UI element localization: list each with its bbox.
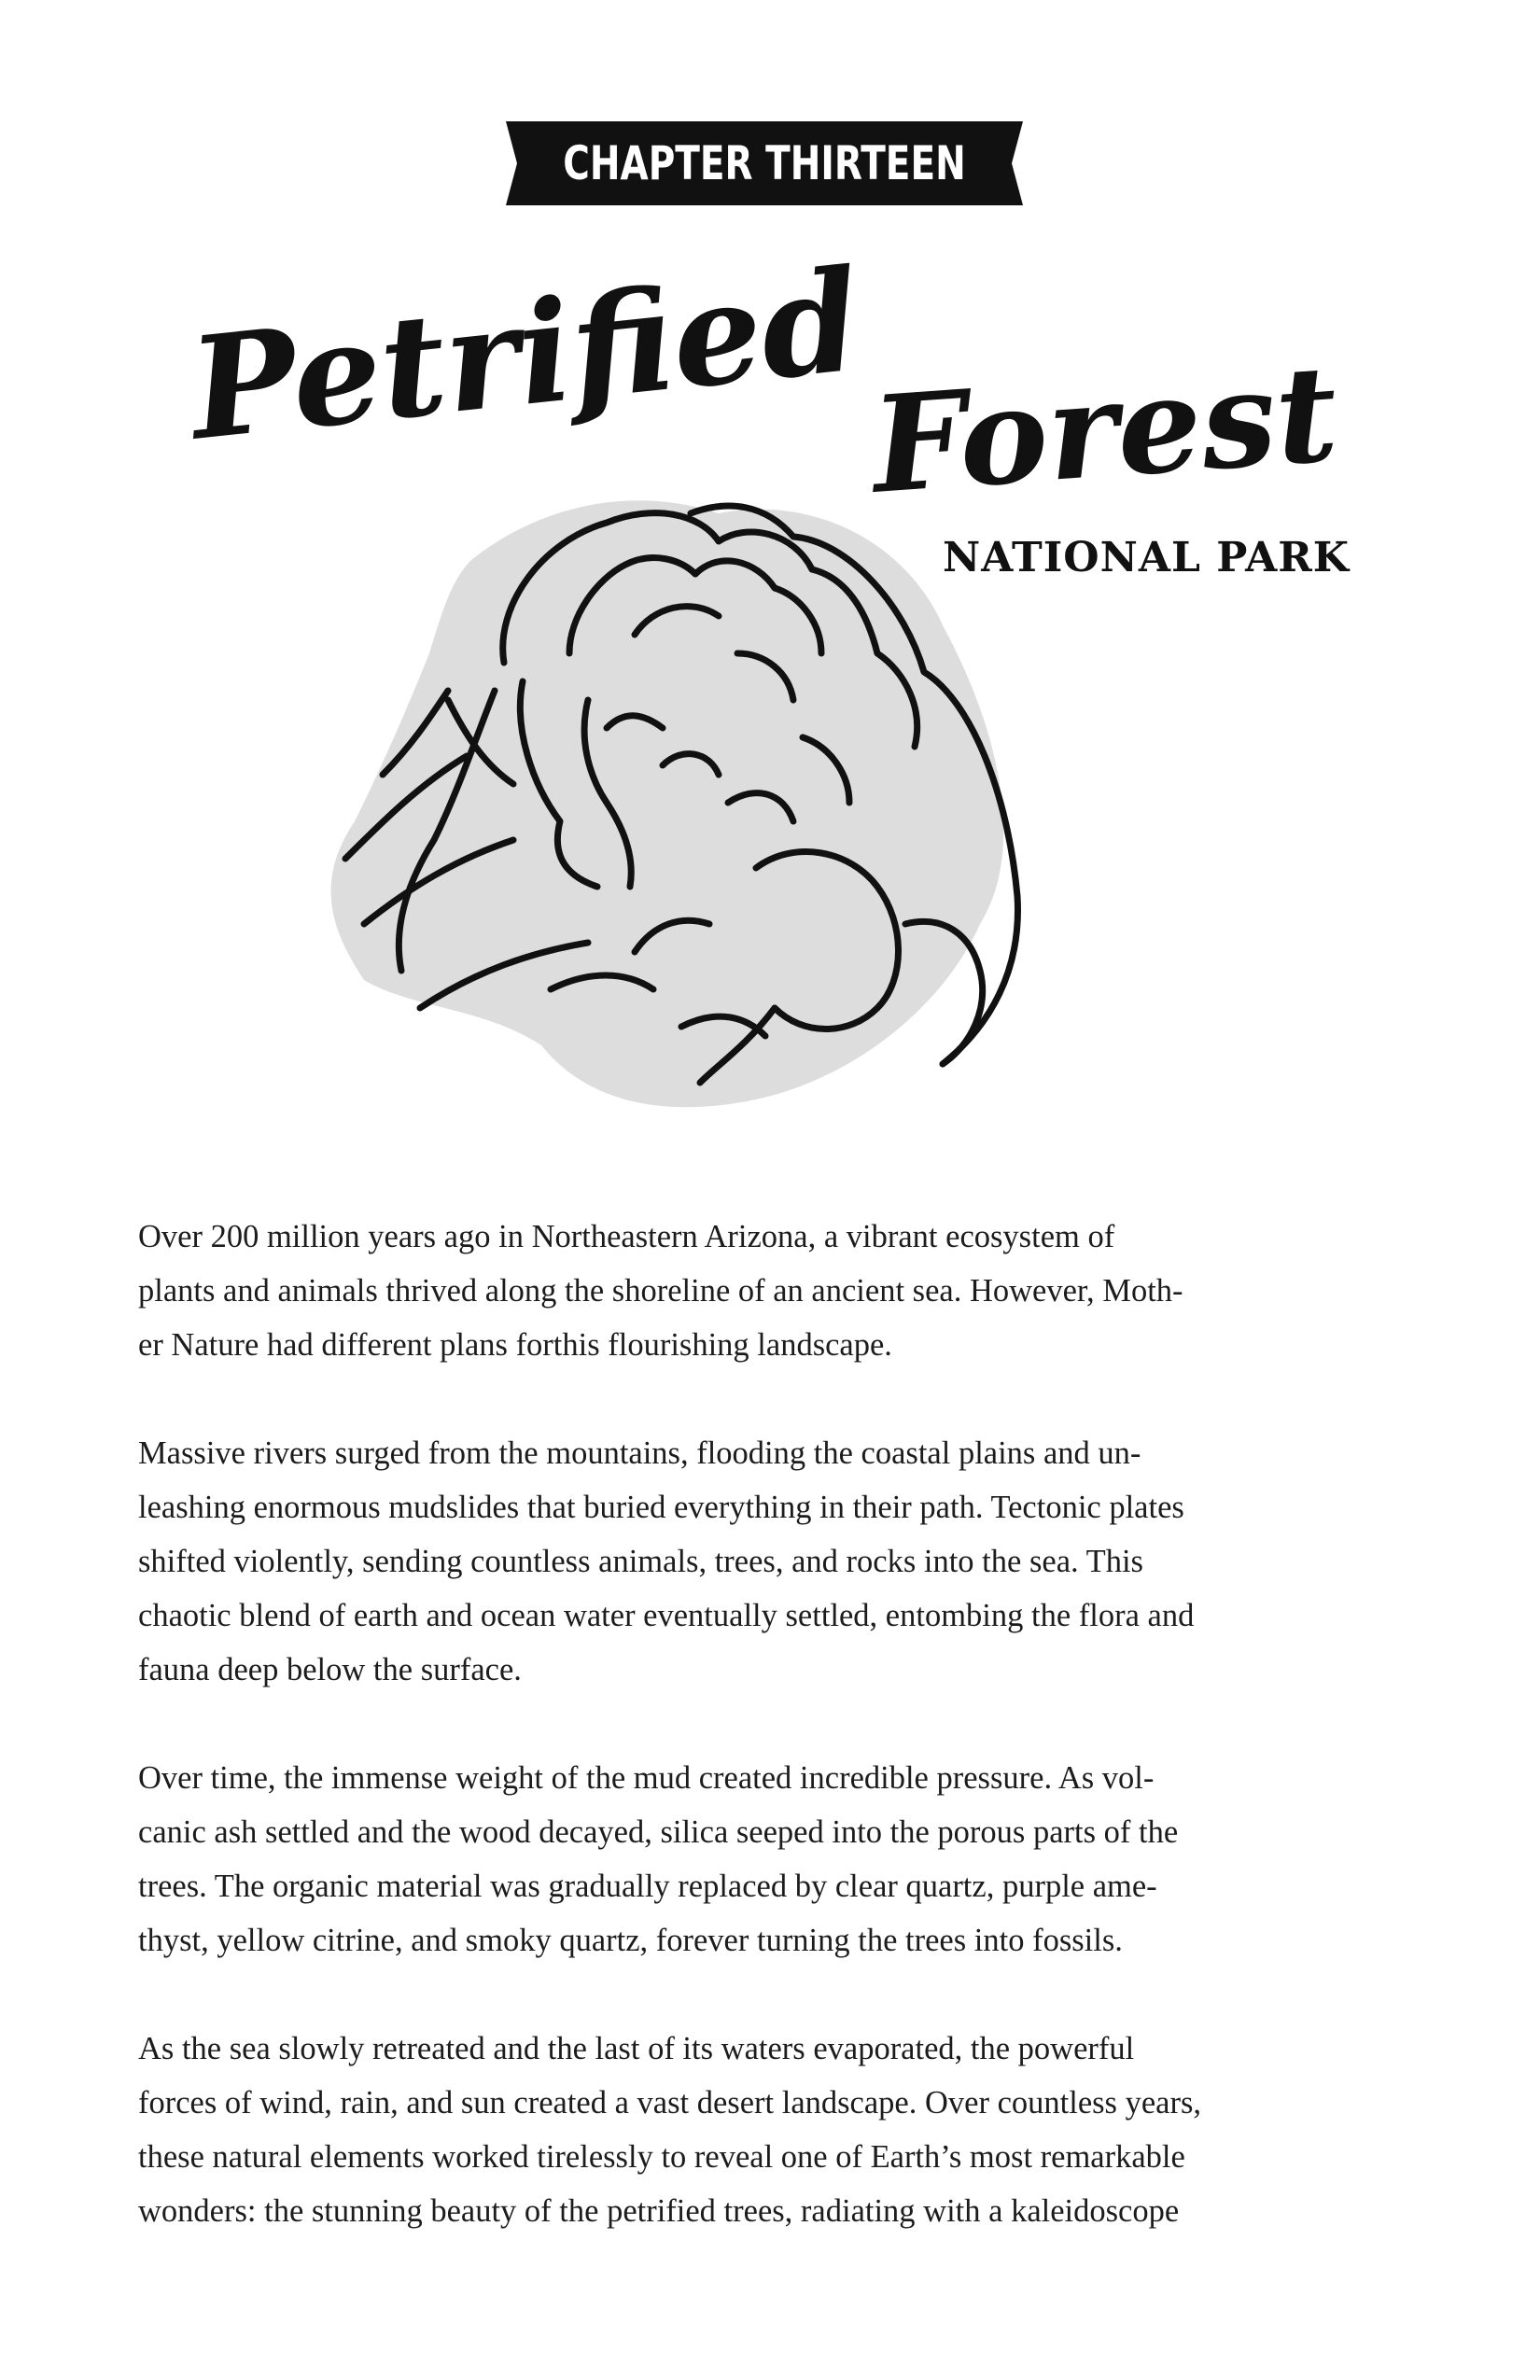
paragraph	[138, 1426, 1407, 1697]
text-line: thyst, yellow citrine, and smoky quartz, forever turning the trees into fossils.	[138, 1923, 1123, 1958]
subtitle-national-park: NATIONAL PARK	[943, 534, 1351, 581]
text-line: As the sea slowly retreated and the last of its waters evaporated, the powerful	[138, 2031, 1135, 2066]
text-line: fauna deep below the surface.	[138, 1652, 522, 1687]
text-line: wonders: the stunning beauty of the petrified trees, radiating with a kaleidoscope	[138, 2193, 1180, 2229]
text-line: Over time, the immense weight of the mud created incredible pressure. As vol-	[138, 1760, 1155, 1796]
text-line: these natural elements worked tirelessly to reveal one of Earth’s most remarkable	[138, 2139, 1185, 2175]
chapter-banner	[493, 121, 1036, 205]
body-text	[138, 1210, 1407, 2292]
text-line: canic ash settled and the wood decayed, silica seeped into the porous parts of the	[138, 1814, 1179, 1850]
chapter-label: CHAPTER THIRTEEN	[563, 136, 966, 190]
paragraph	[138, 1210, 1407, 1372]
paragraph	[138, 1751, 1407, 1967]
text-line: er Nature had different plans forthis flourishing landscape.	[138, 1327, 892, 1363]
text-line: trees. The organic material was gradually replaced by clear quartz, purple ame-	[138, 1869, 1157, 1904]
text-line: leashing enormous mudslides that buried everything in their path. Tectonic plates	[138, 1490, 1184, 1525]
paragraph	[138, 2022, 1407, 2238]
text-line: forces of wind, rain, and sun created a vast desert landscape. Over countless years,	[138, 2085, 1202, 2121]
title-word-forest: Forest	[867, 336, 1343, 524]
text-line: shifted violently, sending countless animals, trees, and rocks into the sea. This	[138, 1544, 1143, 1579]
text-line: chaotic blend of earth and ocean water eventually settled, entombing the flora and	[138, 1598, 1195, 1633]
text-line: Over 200 million years ago in Northeastern Arizona, a vibrant ecosystem of	[138, 1219, 1115, 1254]
text-line: plants and animals thrived along the shoreline of an ancient sea. However, Moth-	[138, 1273, 1183, 1309]
title-word-petrified: Petrified	[182, 238, 868, 472]
text-line: Massive rivers surged from the mountains, flooding the coastal plains and un-	[138, 1435, 1141, 1471]
